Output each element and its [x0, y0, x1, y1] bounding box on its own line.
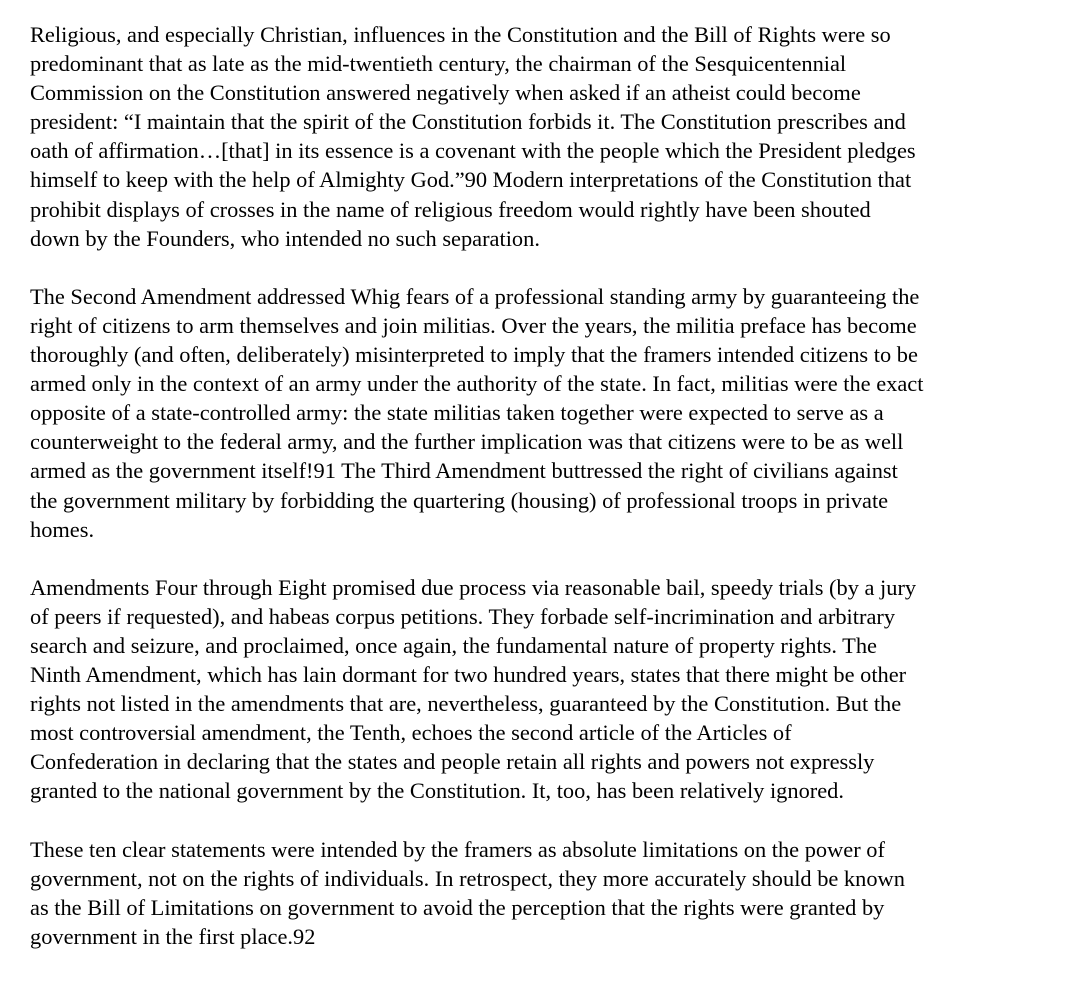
text-line: government in the first place.92: [30, 923, 316, 949]
text-line: president: “I maintain that the spirit of the Constitution forbids it. The Constitution prescribes and: [30, 109, 906, 135]
text-line: government, not on the rights of individuals. In retrospect, they more accurately should be known: [30, 865, 905, 891]
text-line: predominant that as late as the mid-twentieth century, the chairman of the Sesquicentennial: [30, 51, 847, 77]
text-line: Amendments Four through Eight promised due process via reasonable bail, speedy trials (by a jury: [30, 574, 917, 600]
text-line: armed as the government itself!91 The Third Amendment buttressed the right of civilians against: [30, 458, 898, 484]
text-line: Confederation in declaring that the states and people retain all rights and powers not expressly: [30, 749, 875, 775]
text-line: of peers if requested), and habeas corpus petitions. They forbade self-incrimination and arbitrary: [30, 603, 896, 629]
text-line: as the Bill of Limitations on government to avoid the perception that the rights were granted by: [30, 894, 885, 920]
paragraph-bill-of-limitations: [30, 835, 1060, 951]
text-line: The Second Amendment addressed Whig fears of a professional standing army by guaranteeing the: [30, 283, 920, 309]
paragraph-amendments-four-to-ten: [30, 573, 1060, 806]
text-line: Religious, and especially Christian, influences in the Constitution and the Bill of Rights were so: [30, 22, 891, 47]
text-line: Ninth Amendment, which has lain dormant for two hundred years, states that there might be other: [30, 662, 907, 688]
text-line: most controversial amendment, the Tenth, echoes the second article of the Articles of: [30, 720, 792, 746]
text-line: right of citizens to arm themselves and join militias. Over the years, the militia preface has become: [30, 312, 917, 338]
text-line: himself to keep with the help of Almighty God.”90 Modern interpretations of the Constitution that: [30, 167, 912, 193]
text-line: oath of affirmation…[that] in its essence is a covenant with the people which the President pledges: [30, 138, 916, 164]
text-line: homes.: [30, 516, 95, 542]
text-line: armed only in the context of an army under the authority of the state. In fact, militias were the exact: [30, 371, 924, 397]
text-line: thoroughly (and often, deliberately) misinterpreted to imply that the framers intended citizens to be: [30, 342, 918, 368]
text-line: opposite of a state-controlled army: the state militias taken together were expected to serve as a: [30, 400, 884, 426]
text-line: counterweight to the federal army, and the further implication was that citizens were to be as well: [30, 429, 904, 455]
text-line: These ten clear statements were intended by the framers as absolute limitations on the power of: [30, 836, 885, 862]
text-line: the government military by forbidding the quartering (housing) of professional troops in private: [30, 487, 889, 513]
paragraph-second-amendment: [30, 282, 1060, 544]
text-line: prohibit displays of crosses in the name of religious freedom would rightly have been shouted: [30, 196, 871, 222]
text-line: granted to the national government by the Constitution. It, too, has been relatively ignored.: [30, 778, 844, 804]
text-line: search and seizure, and proclaimed, once again, the fundamental nature of property rights. The: [30, 632, 877, 658]
paragraph-religious-influences: [30, 20, 1060, 253]
text-line: Commission on the Constitution answered negatively when asked if an atheist could become: [30, 80, 861, 106]
text-line: down by the Founders, who intended no such separation.: [30, 225, 540, 251]
document-page: [30, 20, 1060, 980]
text-line: rights not listed in the amendments that are, nevertheless, guaranteed by the Constitution. But the: [30, 691, 902, 717]
